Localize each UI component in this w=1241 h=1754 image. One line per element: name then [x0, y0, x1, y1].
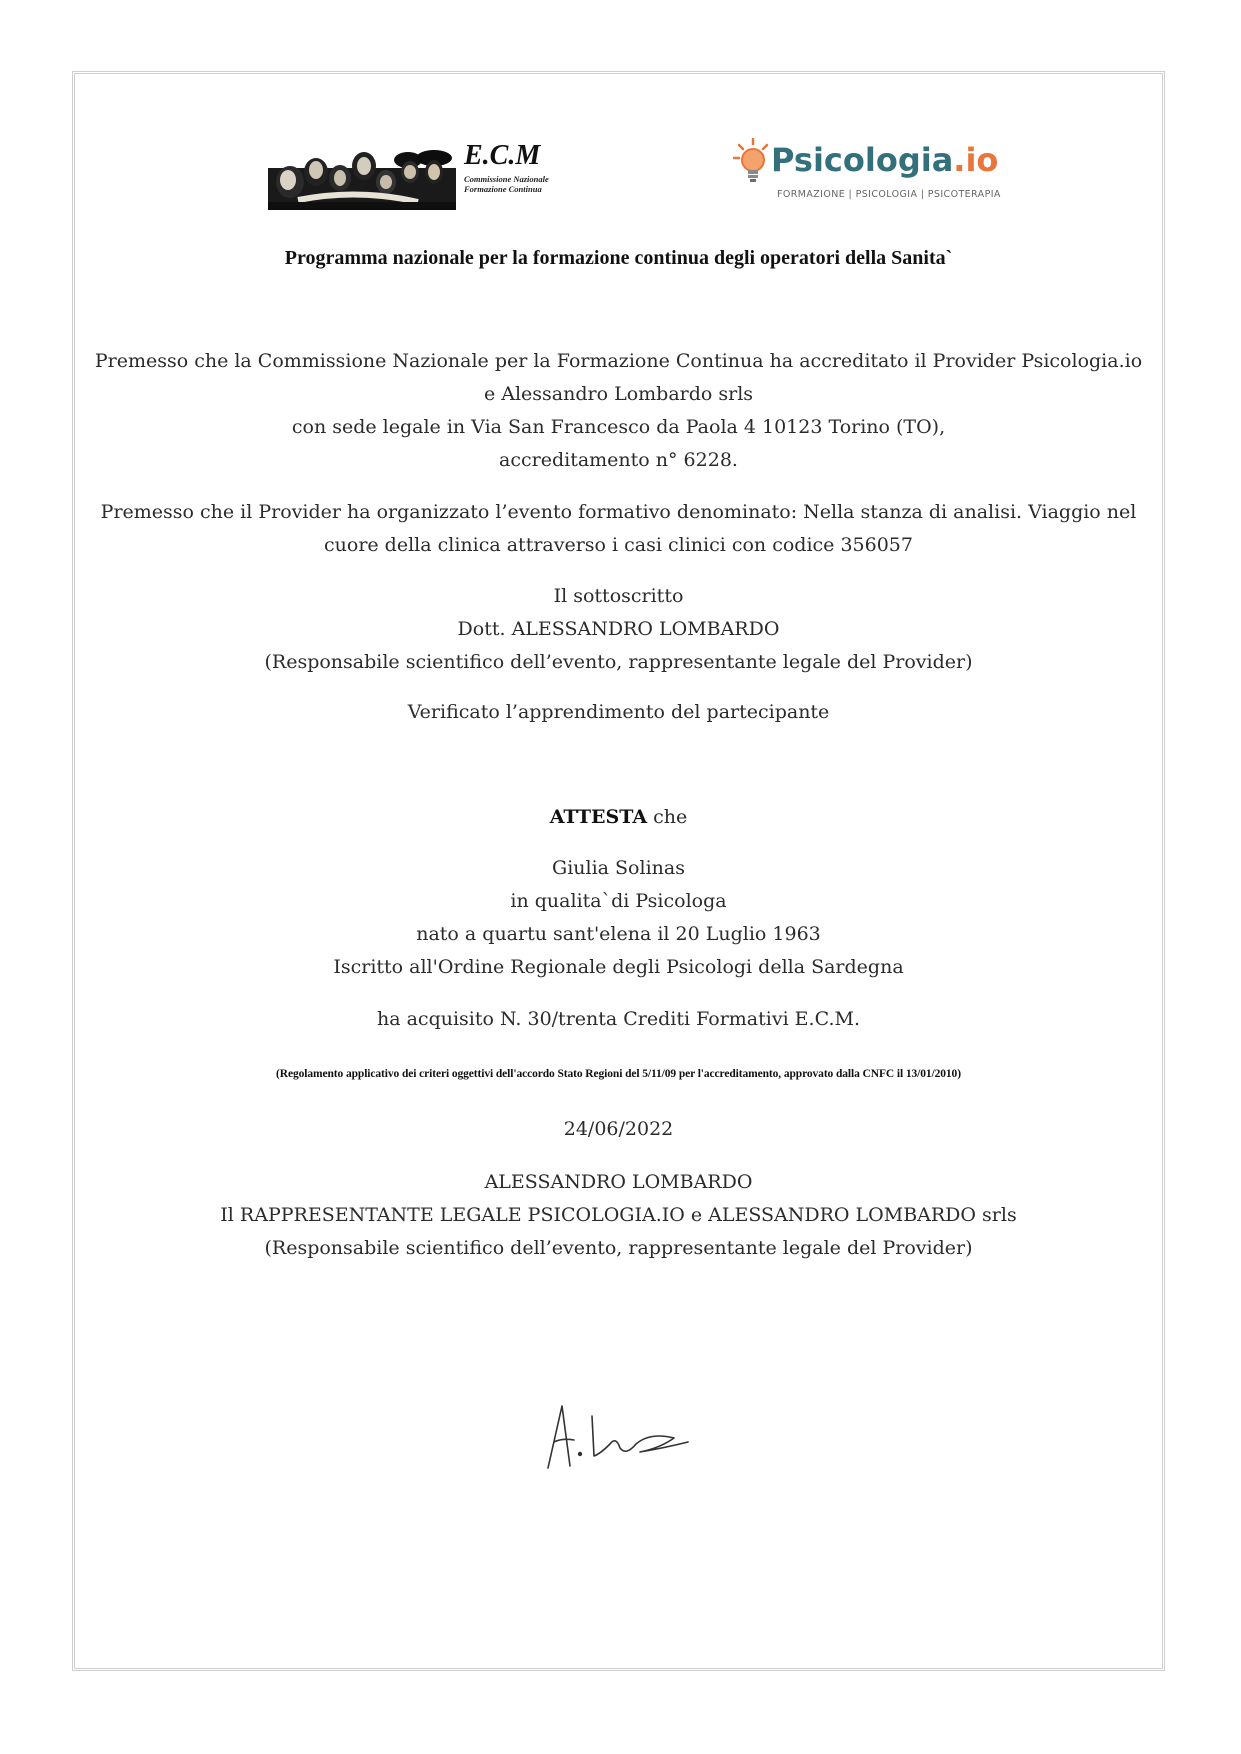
ecm-logo-subtitle-2: Formazione Continua — [464, 184, 542, 194]
psicologia-logo-name-suffix: .io — [953, 141, 999, 179]
premise-accreditation-line-2: e Alessandro Lombardo srls — [483, 383, 754, 405]
ecm-figures-image — [268, 138, 456, 210]
psicologia-logo-name — [771, 142, 998, 178]
signature-image — [540, 1398, 700, 1473]
premise-event-line-2: cuore della clinica attraverso i casi clinici con codice 356057 — [324, 534, 913, 556]
closing-line-2: Il RAPPRESENTANTE LEGALE PSICOLOGIA.IO e ALESSANDRO LOMBARDO srls — [220, 1204, 1017, 1226]
closing-line-1: ALESSANDRO LOMBARDO — [484, 1171, 753, 1193]
document-title: Programma nazionale per la formazione continua degli operatori della Sanita` — [284, 247, 953, 269]
verified-statement: Verificato l’apprendimento del partecipante — [407, 701, 830, 723]
premise-accreditation-line-4: accreditamento n° 6228. — [499, 449, 738, 471]
attesta-rest: che — [647, 806, 688, 828]
premise-event — [72, 496, 1165, 562]
regulation-note: (Regolamento applicativo dei criteri oggettivi dell'accordo Stato Regioni del 5/11/09 per l'accreditamento, approvato dalla CNFC il 13/01/2010) — [276, 1068, 961, 1080]
participant-name: Giulia Solinas — [552, 857, 685, 879]
issue-date: 24/06/2022 — [563, 1118, 674, 1140]
participant-birth: nato a quartu sant'elena il 20 Luglio 1963 — [416, 923, 821, 945]
participant-block — [72, 852, 1165, 984]
psicologia-logo-name-main: Psicologia — [771, 141, 954, 179]
closing-block — [72, 1166, 1165, 1265]
credits-statement: ha acquisito N. 30/trenta Crediti Formativi E.C.M. — [377, 1008, 860, 1030]
signer-line-2: Dott. ALESSANDRO LOMBARDO — [457, 618, 780, 640]
ecm-logo — [268, 138, 578, 210]
signer-line-3: (Responsabile scientifico dell’evento, rappresentante legale del Provider) — [264, 651, 973, 673]
premise-accreditation-line-1: Premesso che la Commissione Nazionale per la Formazione Continua ha accreditato il Provider Psicologia.io — [94, 350, 1143, 372]
psicologia-logo-tagline: FORMAZIONE | PSICOLOGIA | PSICOTERAPIA — [777, 189, 1001, 200]
closing-line-3: (Responsabile scientifico dell’evento, rappresentante legale del Provider) — [264, 1237, 973, 1259]
premise-event-line-1: Premesso che il Provider ha organizzato l’evento formativo denominato: Nella stanza di analisi. Viaggio nel — [100, 501, 1137, 523]
lightbulb-icon — [733, 138, 773, 184]
attesta-statement — [72, 801, 1165, 834]
premise-accreditation — [72, 345, 1165, 477]
signer-block — [72, 580, 1165, 679]
psicologia-logo — [733, 136, 1013, 210]
ecm-logo-text — [464, 142, 549, 194]
participant-profession: in qualita`di Psicologa — [510, 890, 727, 912]
ecm-logo-subtitle-1: Commissione Nazionale — [464, 174, 549, 184]
signer-line-1: Il sottoscritto — [553, 585, 684, 607]
participant-order: Iscritto all'Ordine Regionale degli Psicologi della Sardegna — [333, 956, 904, 978]
premise-accreditation-line-3: con sede legale in Via San Francesco da Paola 4 10123 Torino (TO), — [291, 416, 946, 438]
attesta-keyword: ATTESTA — [549, 806, 648, 828]
ecm-logo-title: E.C.M — [464, 140, 541, 171]
